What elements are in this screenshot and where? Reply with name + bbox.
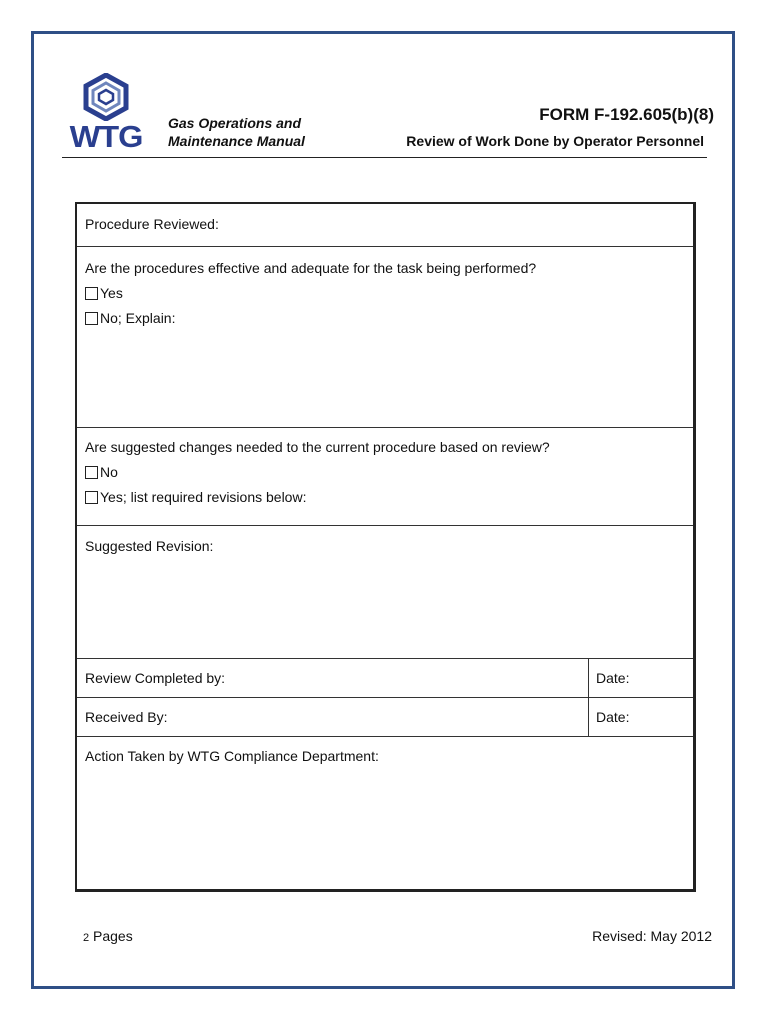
q1-option-yes[interactable]	[85, 285, 123, 301]
suggested-revision-row[interactable]	[77, 526, 693, 659]
wtg-logo	[66, 73, 146, 155]
q2-no-checkbox[interactable]	[85, 466, 98, 479]
procedure-reviewed-label: Procedure Reviewed:	[85, 216, 219, 232]
action-taken-row[interactable]	[77, 737, 693, 889]
manual-title	[168, 114, 305, 150]
q2-row	[77, 428, 693, 526]
q1-row	[77, 247, 693, 428]
suggested-revision-label: Suggested Revision:	[85, 538, 214, 554]
form-subtitle: Review of Work Done by Operator Personnel	[406, 133, 704, 149]
column-divider	[588, 659, 589, 697]
form-number: FORM F-192.605(b)(8)	[539, 105, 714, 124]
q1-no-label: No; Explain:	[100, 310, 176, 326]
q2-no-label: No	[100, 464, 118, 480]
hexagon-logo-icon	[80, 73, 132, 121]
action-taken-label: Action Taken by WTG Compliance Department:	[85, 748, 379, 764]
received-by-label[interactable]: Received By:	[85, 709, 168, 725]
q2-option-no[interactable]	[85, 464, 118, 480]
review-completed-row	[77, 659, 693, 698]
page-count	[83, 928, 133, 944]
review-completed-label[interactable]: Review Completed by:	[85, 670, 226, 686]
page-count-number: 2	[83, 932, 90, 944]
logo-text: WTG	[69, 119, 143, 154]
received-by-row	[77, 698, 693, 737]
q2-question: Are suggested changes needed to the current procedure based on review?	[85, 439, 550, 455]
q1-question: Are the procedures effective and adequate for the task being performed?	[85, 260, 537, 276]
manual-title-line1: Gas Operations and	[168, 115, 302, 131]
q1-no-checkbox[interactable]	[85, 312, 98, 325]
received-date-label[interactable]: Date:	[596, 709, 630, 725]
column-divider	[588, 698, 589, 736]
revised-date: Revised: May 2012	[592, 928, 712, 944]
q1-yes-checkbox[interactable]	[85, 287, 98, 300]
q1-option-no[interactable]	[85, 310, 175, 326]
q2-option-yes[interactable]	[85, 489, 306, 505]
q1-yes-label: Yes	[100, 285, 123, 301]
q2-yes-checkbox[interactable]	[85, 491, 98, 504]
pages-label: Pages	[93, 928, 133, 944]
header-divider	[62, 157, 707, 158]
procedure-reviewed-row[interactable]	[77, 204, 693, 247]
review-form	[75, 202, 696, 892]
review-date-label[interactable]: Date:	[596, 670, 630, 686]
q2-yes-label: Yes; list required revisions below:	[100, 489, 307, 505]
manual-title-line2: Maintenance Manual	[168, 133, 305, 149]
